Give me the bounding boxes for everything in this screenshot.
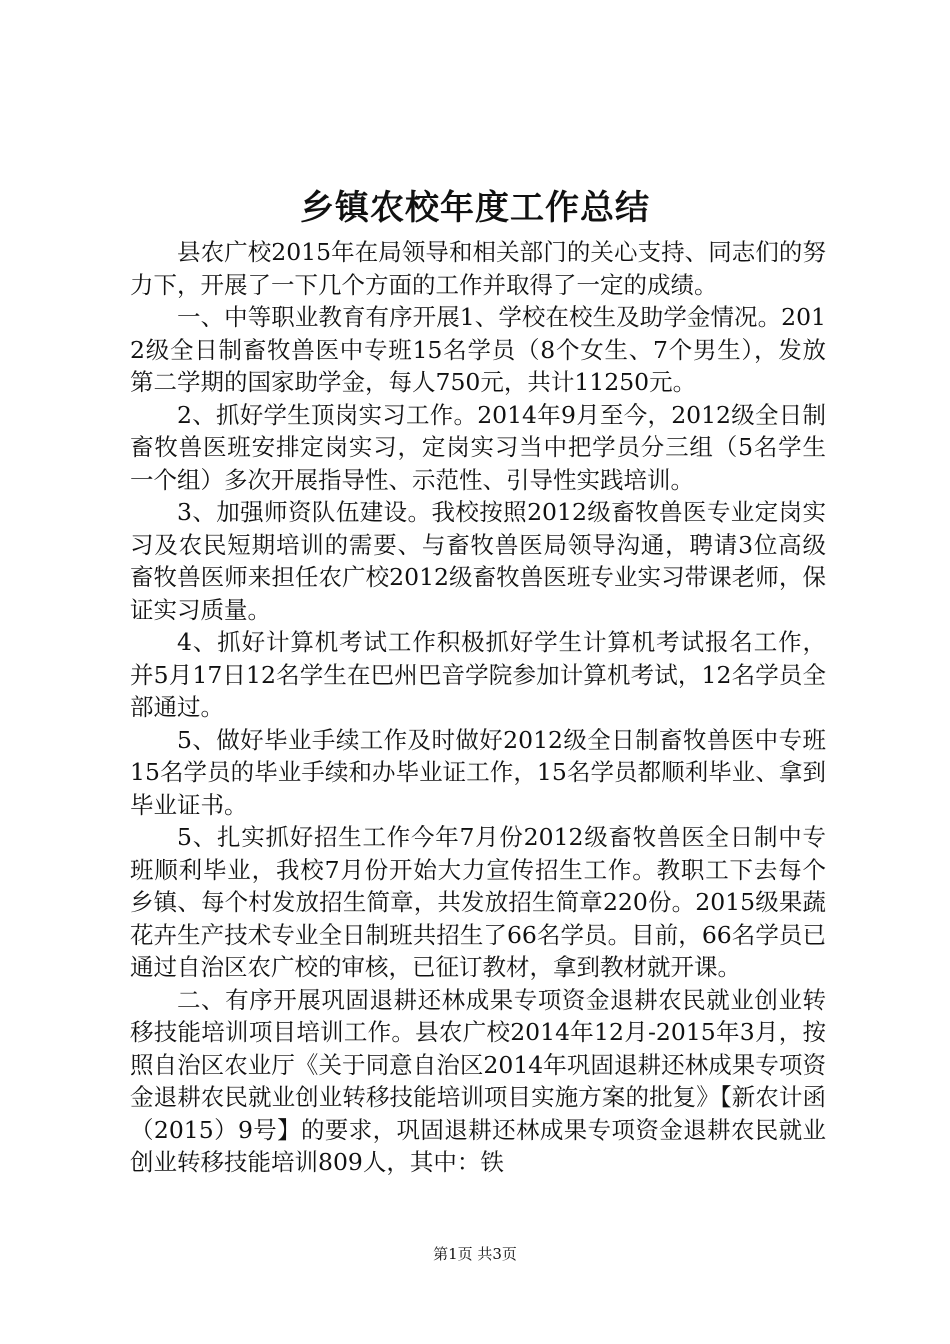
page-footer: 第1页 共3页 bbox=[433, 1245, 517, 1263]
paragraph-training-project: 二、有序开展巩固退耕还林成果专项资金退耕农民就业创业转移技能培训项目培训工作。县农广校2014年12月-2015年3月，按照自治区农业厅《关于同意自治区2014年巩固退耕还林成果专项资金退耕农民就业创业转移技能培训项目实施方案的批复》【新农计函（2015）9号】的要求，巩固退耕还林成果专项资金退耕农民就业创业转移技能培训809人，其中：铁 bbox=[130, 985, 826, 1176]
document-body bbox=[130, 236, 826, 1179]
paragraph-internship: 2、抓好学生顶岗实习工作。2014年9月至今，2012级全日制畜牧兽医班安排定岗实习，定岗实习当中把学员分三组（5名学生一个组）多次开展指导性、示范性、引导性实践培训。 bbox=[130, 400, 826, 494]
paragraph-enrollment: 5、扎实抓好招生工作今年7月份2012级畜牧兽医全日制中专班顺利毕业，我校7月份开始大力宣传招生工作。教职工下去每个乡镇、每个村发放招生简章，共发放招生简章220份。2015级果蔬花卉生产技术专业全日制班共招生了66名学员。目前，66名学员已通过自治区农广校的审核，已征订教材，拿到教材就开课。 bbox=[130, 823, 826, 981]
paragraph-teaching-staff: 3、加强师资队伍建设。我校按照2012级畜牧兽医专业定岗实习及农民短期培训的需要、与畜牧兽医局领导沟通，聘请3位高级畜牧兽医师来担任农广校2012级畜牧兽医班专业实习带课老师，保证实习质量。 bbox=[130, 498, 826, 624]
document-title: 乡镇农校年度工作总结 bbox=[300, 188, 650, 228]
paragraph-graduation: 5、做好毕业手续工作及时做好2012级全日制畜牧兽医中专班15名学员的毕业手续和办毕业证工作，15名学员都顺利毕业、拿到毕业证书。 bbox=[130, 725, 826, 819]
paragraph-computer-exam: 4、抓好计算机考试工作积极抓好学生计算机考试报名工作，并5月17日12名学生在巴州巴音学院参加计算机考试，12名学员全部通过。 bbox=[130, 628, 826, 721]
paragraph-vocational-education: 一、中等职业教育有序开展1、学校在校生及助学金情况。2012级全日制畜牧兽医中专班15名学员（8个女生、7个男生），发放第二学期的国家助学金，每人750元，共计11250元。 bbox=[130, 303, 826, 396]
paragraph-intro: 县农广校2015年在局领导和相关部门的关心支持、同志们的努力下，开展了一下几个方面的工作并取得了一定的成绩。 bbox=[130, 238, 826, 299]
